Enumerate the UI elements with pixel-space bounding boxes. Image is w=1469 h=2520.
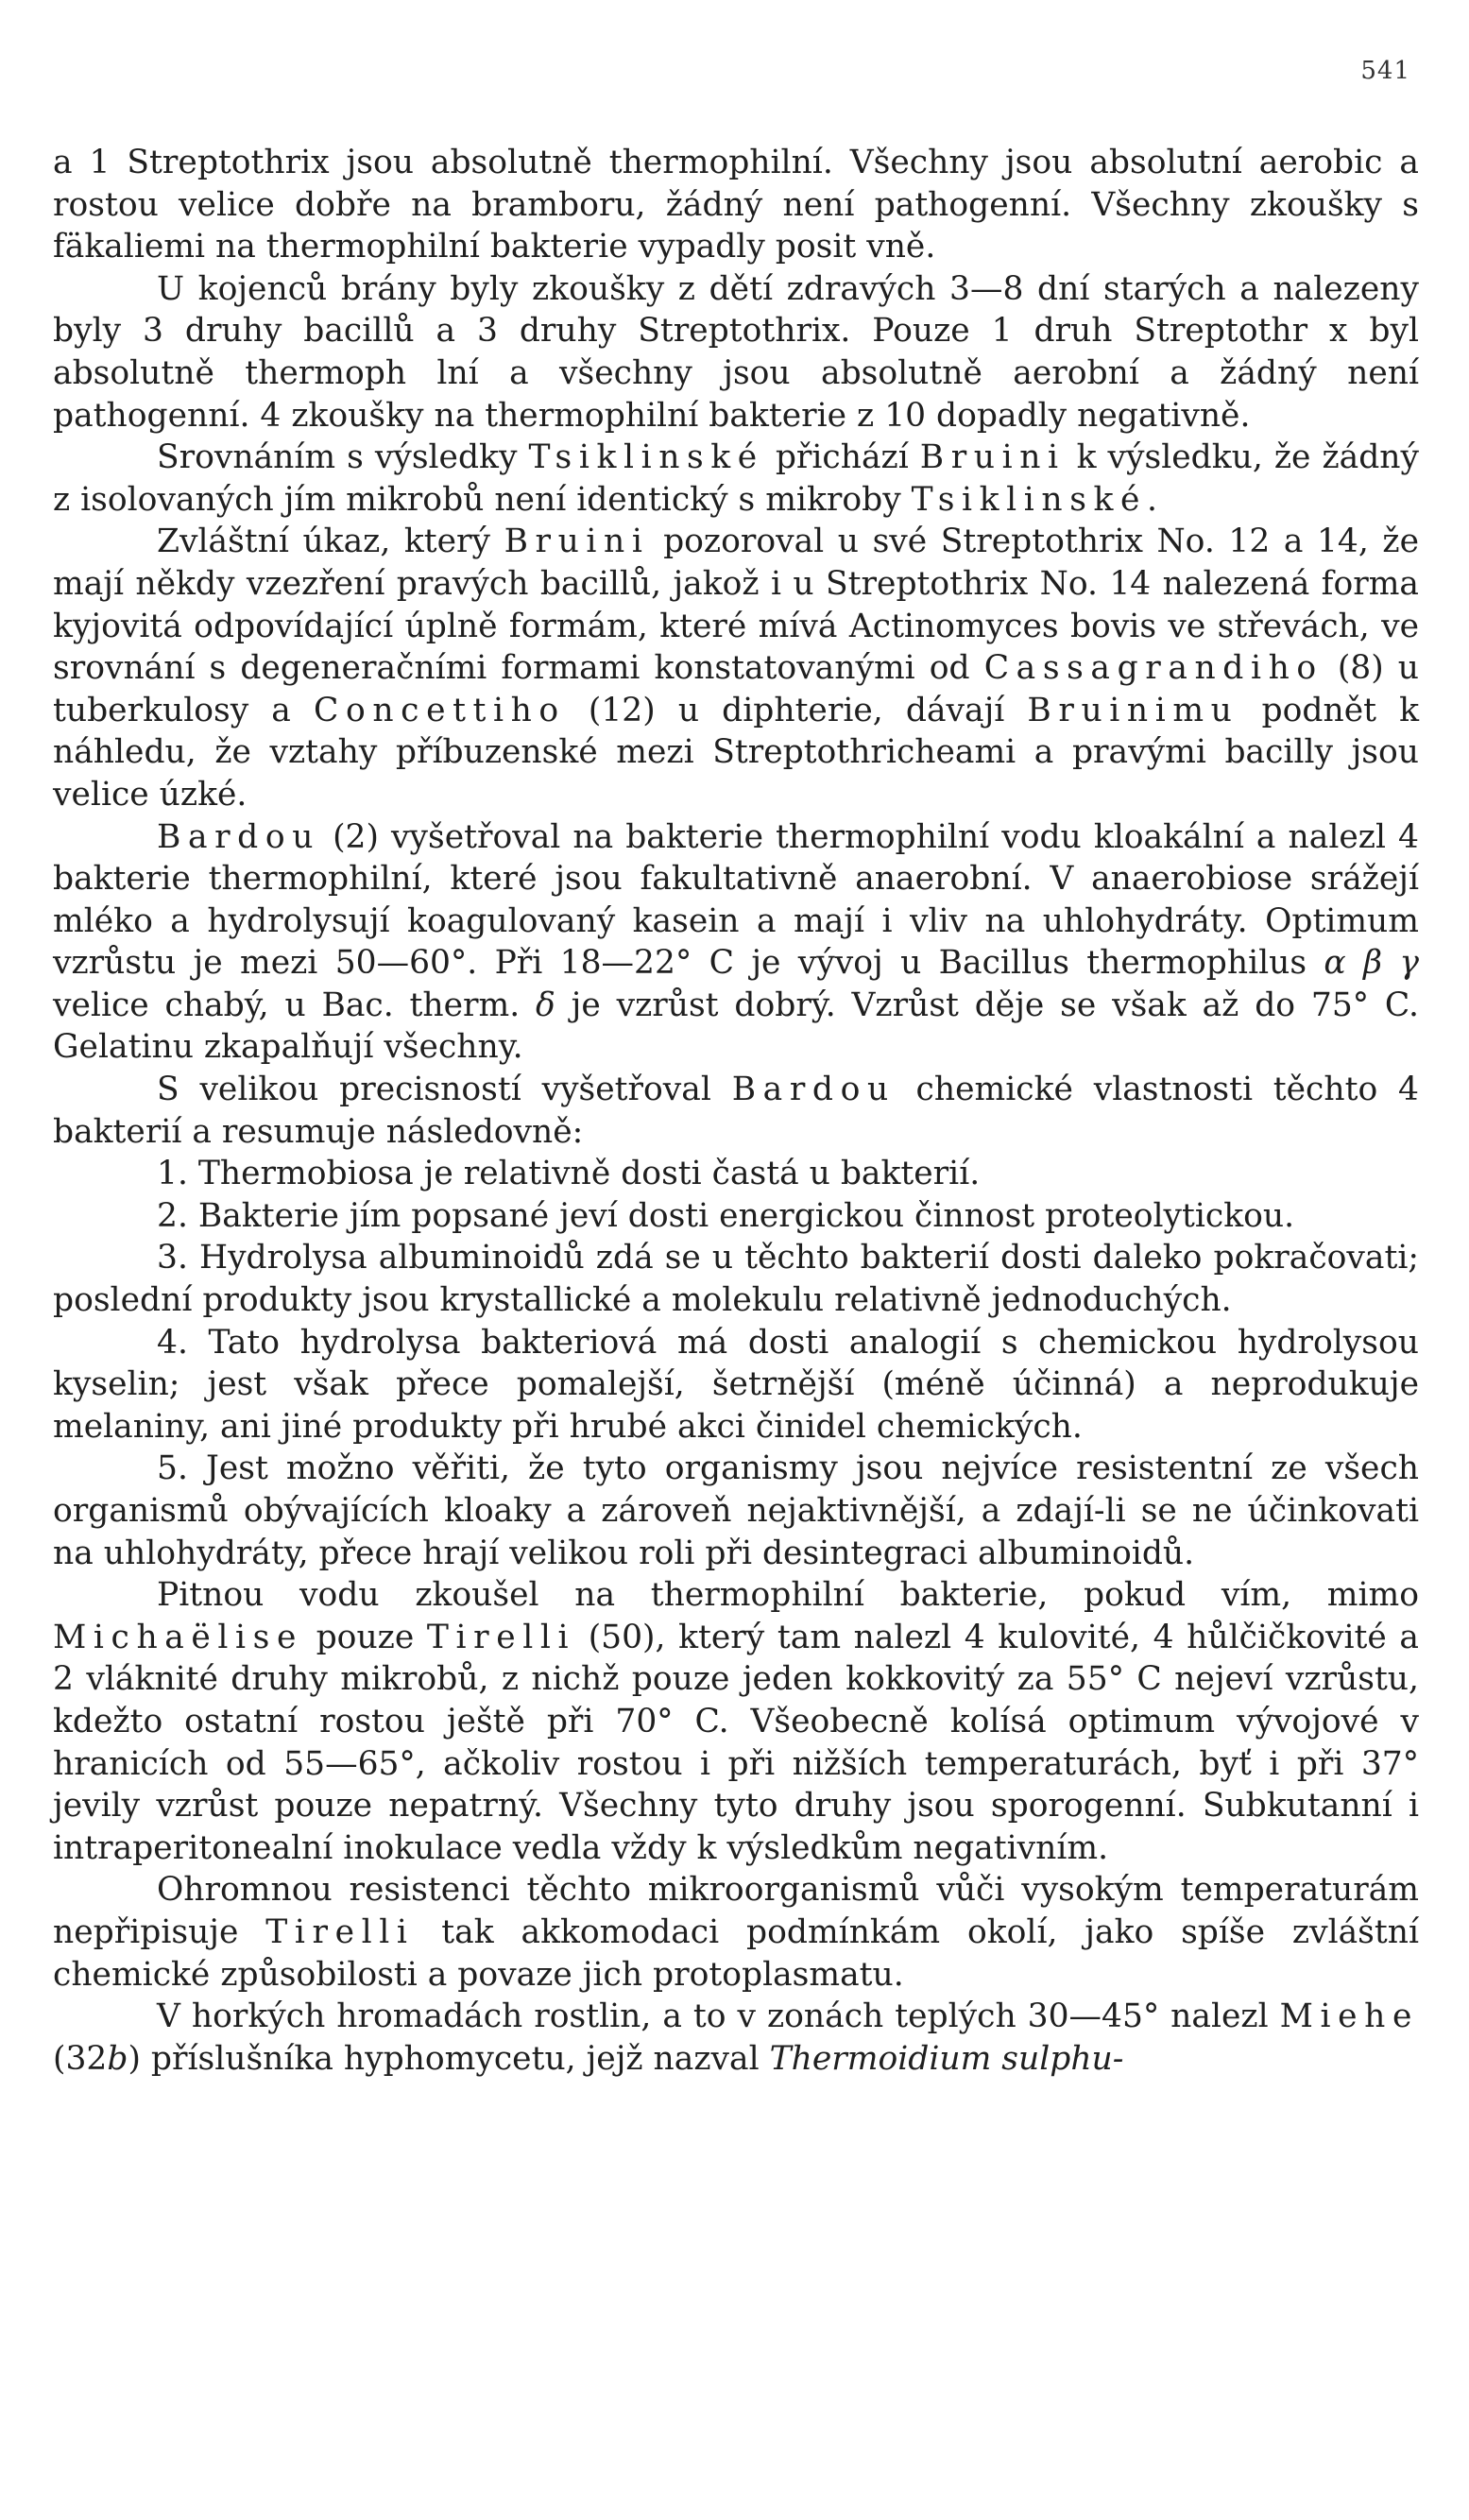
text-run: 2. Bakterie jím popsané jeví dosti energickou činnost proteolytickou. — [157, 1196, 1295, 1235]
author-name: Tsiklinské. — [911, 480, 1165, 519]
paragraph — [53, 816, 1419, 1070]
body-text — [53, 142, 1419, 2080]
paragraph — [53, 1195, 1419, 1238]
text-run: velice chabý, u Bac. therm. — [53, 986, 537, 1024]
author-name: Miehe — [1279, 1997, 1419, 2036]
author-name: Bruinimu — [1027, 691, 1239, 729]
paragraph — [53, 1069, 1419, 1153]
italic-text: Thermoidium sulphu- — [769, 2039, 1124, 2078]
author-name: Bruini — [919, 438, 1066, 477]
author-name: Concettiho — [314, 691, 566, 729]
text-run: (32 — [53, 2039, 108, 2078]
paragraph — [53, 1574, 1419, 1869]
text-run: je vzrůst dobrý. Vzrůst děje se však až do 75° C. Gelatinu zkapalňují všechny. — [53, 986, 1419, 1067]
paragraph — [53, 1237, 1419, 1321]
text-run: V horkých hromadách rostlin, a to v zonách teplých 30—45° nalezl — [157, 1997, 1280, 2036]
text-run: Zvláštní úkaz, který — [157, 523, 504, 561]
paragraph — [53, 1322, 1419, 1449]
author-name: Bruini — [504, 523, 650, 561]
text-run: (12) u diphterie, dávají — [565, 691, 1028, 729]
text-run: k výsledku, že žádný z isolovaných jím mikrobů není identický s mikroby — [53, 438, 1419, 519]
text-run: 4. Tato hydrolysa bakteriová má dosti analogií s chemickou hydrolysou kyselin; jest však přece pomalejší, šetrnější (méně účinná) a neprodukuje melaniny, ani jiné produkty při hrubé akci činidel chemických. — [53, 1323, 1419, 1446]
author-name: Tsiklinské — [528, 438, 764, 477]
italic-text: b — [107, 2039, 128, 2078]
text-run: 5. Jest možno věřiti, že tyto organismy jsou nejvíce resistentní ze všech organismů obývajících kloaky a zároveň nejaktivnější, a zdají-li se ne účinkovati na uhlohydráty, přece hrají velikou roli při desintegraci albuminoidů. — [53, 1449, 1419, 1572]
author-name: Bardou — [731, 1071, 896, 1109]
text-run: (8) u tuberkulosy a — [53, 649, 1419, 729]
paragraph — [53, 437, 1419, 521]
paragraph — [53, 268, 1419, 437]
italic-text: α β γ — [1324, 944, 1419, 983]
text-run: Ohromnou resistenci těchto mikroorganismů vůči vysokým temperaturám nepřipisuje — [53, 1871, 1419, 1951]
text-run: přichází — [763, 438, 920, 477]
author-name: Cassagrandiho — [983, 649, 1324, 688]
page-number: 541 — [1360, 57, 1410, 85]
text-run: (50), který tam nalezl 4 kulovité, 4 hůlčičkovité a 2 vláknité druhy mikrobů, z nichž pouze jeden kokkovitý za 55° C nejeví vzrůstu, kdežto ostatní rostou ještě při 70° C. Všeobecně kolísá optimum vývojové v hranicích od 55—65°, ačkoliv rostou i při nižších temperaturách, byť i při 37° jevily vzrůst pouze nepatrný. Všechny tyto druhy jsou sporogenní. Subkutanní i intraperitonealní inokulace vedla vždy k výsledkům negativním. — [53, 1618, 1419, 1867]
text-run: S velikou precisností vyšetřoval — [157, 1071, 732, 1109]
paragraph — [53, 1448, 1419, 1574]
text-run: pouze — [302, 1618, 427, 1656]
text-run: tak akkomodaci podmínkám okolí, jako spíše zvláštní chemické způsobilosti a povaze jich protoplasmatu. — [53, 1912, 1419, 1994]
text-run: Pitnou vodu zkoušel na thermophilní bakterie, pokud vím, mimo — [157, 1576, 1419, 1615]
paragraph — [53, 1153, 1419, 1195]
text-run: pozoroval u své Streptothrix No. 12 a 14, že mají někdy vzezření pravých bacillů, jakož i u Streptothrix No. 14 nalezená forma kyjovitá odpovídající úplně formám, které mívá Actinomyces bovis ve střevách, ve srovnání s degeneračními formami konstatovanými od — [53, 523, 1419, 688]
text-run: (2) vyšetřoval na bakterie thermophilní vodu kloakální a nalezl 4 bakterie thermophilní, které jsou fakultativně anaerobní. V anaerobiose srážejí mléko a hydrolysují koagulovaný kasein a mají i vliv na uhlohydráty. Optimum vzrůstu je mezi 50—60°. Při 18—22° C je vývoj u Bacillus thermophilus — [53, 817, 1419, 983]
author-name: Bardou — [157, 817, 321, 856]
text-run: U kojenců brány byly zkoušky z dětí zdravých 3—8 dní starých a nalezeny byly 3 druhy bacillů a 3 druhy Streptothrix. Pouze 1 druh Streptothr x byl absolutně thermoph lní a všechny jsou absolutně aerobní a žádný není pathogenní. 4 zkoušky na thermophilní bakterie z 10 dopadly negativně. — [53, 269, 1419, 435]
text-run: ) příslušníka hyphomycetu, jejž nazval — [128, 2039, 770, 2078]
text-run: a 1 Streptothrix jsou absolutně thermophilní. Všechny jsou absolutní aerobic a rostou velice dobře na bramboru, žádný není pathogenní. Všechny zkoušky s fäkaliemi na thermophilní bakterie vypadly posit vně. — [53, 144, 1419, 266]
text-run: podnět k náhledu, že vztahy příbuzenské mezi Streptothricheami a pravými bacilly jsou velice úzké. — [53, 691, 1419, 814]
author-name: Michaëlise — [53, 1618, 303, 1656]
paragraph — [53, 1996, 1419, 2080]
paragraph — [53, 1869, 1419, 1996]
text-run: 1. Thermobiosa je relativně dosti častá u bakterií. — [157, 1155, 981, 1193]
italic-text: δ — [536, 986, 555, 1024]
paragraph — [53, 521, 1419, 815]
text-run: chemické vlastnosti těchto 4 bakterií a resumuje následovně: — [53, 1071, 1419, 1151]
paragraph — [53, 142, 1419, 268]
text-run: Srovnáním s výsledky — [157, 438, 529, 477]
author-name: Tirelli — [426, 1618, 576, 1656]
text-run: 3. Hydrolysa albuminoidů zdá se u těchto bakterií dosti daleko pokračovati; poslední produkty jsou krystallické a molekulu relativně jednoduchých. — [53, 1239, 1419, 1320]
author-name: Tirelli — [265, 1912, 415, 1951]
